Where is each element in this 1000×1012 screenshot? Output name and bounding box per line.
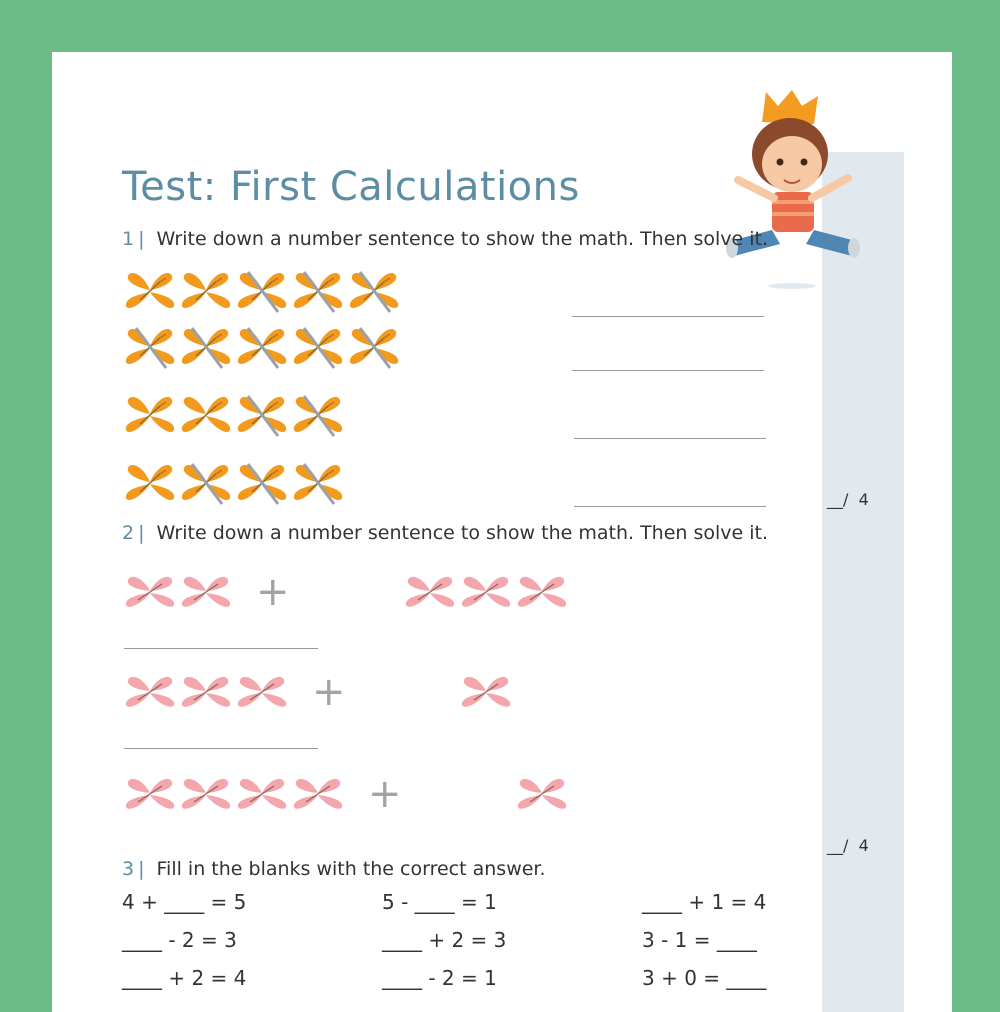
pink-butterfly-icon bbox=[290, 774, 346, 814]
butterfly-icon bbox=[122, 460, 178, 506]
pink-butterfly-icon bbox=[458, 672, 514, 712]
score-box[interactable]: __/ 4 bbox=[827, 836, 869, 855]
pink-butterfly-group bbox=[402, 572, 570, 612]
butterfly-row bbox=[122, 268, 402, 314]
pink-butterfly-icon bbox=[122, 774, 178, 814]
butterfly-icon bbox=[122, 268, 178, 314]
butterfly-row bbox=[122, 392, 346, 438]
crossed-butterfly-icon bbox=[234, 392, 290, 438]
equation[interactable]: 3 + 0 = ____ bbox=[642, 966, 767, 990]
question-number: 1 bbox=[122, 228, 135, 250]
score-box[interactable]: __/ 4 bbox=[827, 490, 869, 509]
pink-butterfly-group bbox=[458, 672, 514, 712]
crossed-butterfly-icon bbox=[178, 460, 234, 506]
plus-sign: + bbox=[368, 771, 402, 817]
equation[interactable]: 3 - 1 = ____ bbox=[642, 928, 757, 952]
pink-butterfly-icon bbox=[178, 774, 234, 814]
pink-butterfly-group bbox=[122, 572, 234, 612]
answer-line[interactable] bbox=[572, 316, 764, 317]
equation[interactable]: 5 - ____ = 1 bbox=[382, 890, 497, 914]
pink-butterfly-icon bbox=[234, 672, 290, 712]
question-separator: | bbox=[138, 522, 145, 544]
answer-line[interactable] bbox=[574, 438, 766, 439]
butterfly-icon bbox=[178, 268, 234, 314]
answer-line[interactable] bbox=[572, 370, 764, 371]
pink-butterfly-icon bbox=[178, 672, 234, 712]
question-number: 2 bbox=[122, 522, 135, 544]
crossed-butterfly-icon bbox=[234, 460, 290, 506]
butterfly-icon bbox=[178, 392, 234, 438]
question-separator: | bbox=[138, 228, 145, 250]
crossed-butterfly-icon bbox=[290, 392, 346, 438]
pink-butterfly-icon bbox=[402, 572, 458, 612]
question-1-heading bbox=[122, 228, 768, 250]
equation[interactable]: ____ - 2 = 1 bbox=[382, 966, 497, 990]
plus-sign: + bbox=[256, 569, 290, 615]
plus-sign: + bbox=[312, 669, 346, 715]
pink-butterfly-icon bbox=[514, 774, 570, 814]
jumping-boy-illustration bbox=[720, 84, 860, 324]
equation[interactable]: ____ + 2 = 4 bbox=[122, 966, 247, 990]
answer-line[interactable] bbox=[124, 648, 318, 649]
question-2-heading bbox=[122, 522, 768, 544]
pink-butterfly-icon bbox=[514, 572, 570, 612]
pink-butterfly-group bbox=[514, 774, 570, 814]
pink-butterfly-icon bbox=[458, 572, 514, 612]
equation[interactable]: 4 + ____ = 5 bbox=[122, 890, 247, 914]
answer-line[interactable] bbox=[574, 506, 766, 507]
pink-butterfly-group bbox=[122, 672, 290, 712]
crossed-butterfly-icon bbox=[346, 324, 402, 370]
crossed-butterfly-icon bbox=[290, 268, 346, 314]
question-number: 3 bbox=[122, 858, 135, 880]
question-3-heading bbox=[122, 858, 546, 880]
question-instruction: Write down a number sentence to show the math. Then solve it. bbox=[156, 522, 769, 544]
butterfly-row bbox=[122, 460, 346, 506]
answer-line[interactable] bbox=[124, 748, 318, 749]
crossed-butterfly-icon bbox=[346, 268, 402, 314]
crossed-butterfly-icon bbox=[234, 268, 290, 314]
pink-butterfly-icon bbox=[122, 672, 178, 712]
pink-butterfly-icon bbox=[234, 774, 290, 814]
question-instruction: Write down a number sentence to show the math. Then solve it. bbox=[156, 228, 769, 250]
crossed-butterfly-icon bbox=[122, 324, 178, 370]
worksheet bbox=[52, 52, 952, 1012]
pink-butterfly-icon bbox=[178, 572, 234, 612]
crossed-butterfly-icon bbox=[234, 324, 290, 370]
crossed-butterfly-icon bbox=[178, 324, 234, 370]
crossed-butterfly-icon bbox=[290, 460, 346, 506]
equation[interactable]: ____ + 2 = 3 bbox=[382, 928, 507, 952]
butterfly-icon bbox=[122, 392, 178, 438]
pink-butterfly-icon bbox=[122, 572, 178, 612]
question-separator: | bbox=[138, 858, 145, 880]
question-instruction: Fill in the blanks with the correct answer. bbox=[156, 858, 546, 880]
pink-butterfly-group bbox=[122, 774, 346, 814]
page-title: Test: First Calculations bbox=[122, 164, 580, 210]
equation[interactable]: ____ - 2 = 3 bbox=[122, 928, 237, 952]
crossed-butterfly-icon bbox=[290, 324, 346, 370]
butterfly-row bbox=[122, 324, 402, 370]
equation[interactable]: ____ + 1 = 4 bbox=[642, 890, 767, 914]
